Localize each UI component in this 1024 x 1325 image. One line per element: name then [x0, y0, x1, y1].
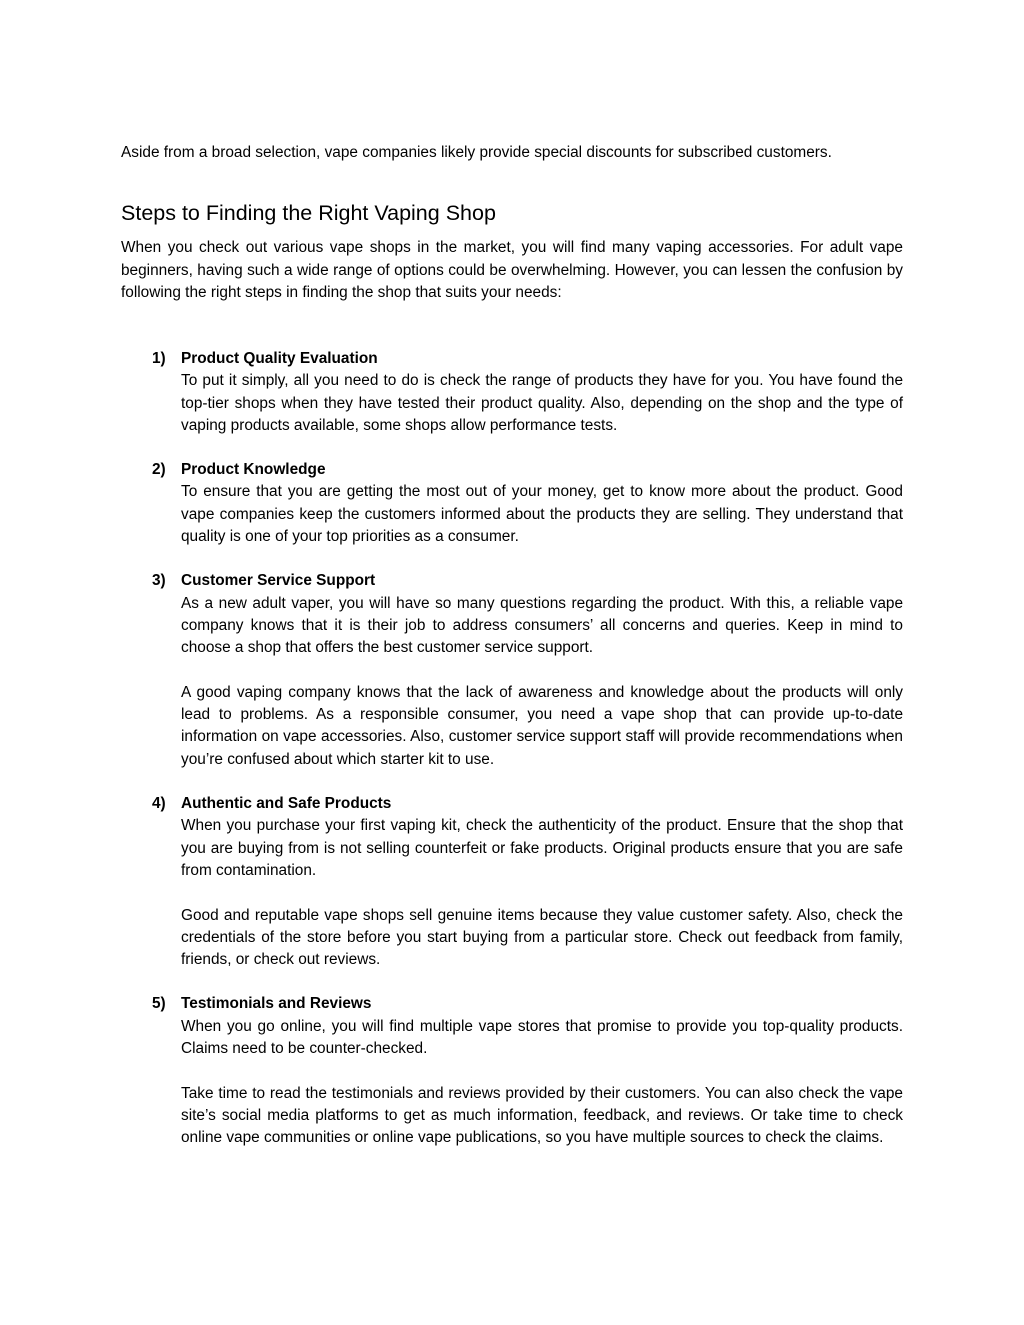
step-item	[121, 459, 903, 548]
section-heading: Steps to Finding the Right Vaping Shop	[121, 201, 496, 225]
step-title: Customer Service Support	[181, 572, 376, 590]
step-paragraph: Take time to read the testimonials and reviews provided by their customers. You can also check the vape site’s social media platforms to get as much information, feedback, and reviews. Or take time to check online vape communities or online vape publications, so you have multiple sources to check the claims.	[181, 1084, 903, 1147]
step-title: Product Knowledge	[181, 461, 326, 479]
step-item	[121, 993, 903, 1149]
step-title: Testimonials and Reviews	[181, 995, 372, 1013]
steps-list	[121, 348, 903, 1172]
step-title: Authentic and Safe Products	[181, 795, 392, 813]
step-item	[121, 793, 903, 971]
step-number: 1)	[152, 350, 166, 367]
step-paragraph: A good vaping company knows that the lack of awareness and knowledge about the products will only lead to problems. As a responsible consumer, you need a vape shop that can provide up-to-date information on vape accessories. Also, customer service support staff will provide recommendations when you’re confused about which starter kit to use.	[181, 683, 903, 768]
step-paragraph: Good and reputable vape shops sell genuine items because they value customer safety. Also, check the credentials of the store before you start buying from a particular store. Check out feedback from family, friends, or check out reviews.	[181, 906, 903, 969]
step-title: Product Quality Evaluation	[181, 350, 378, 367]
step-item	[121, 348, 903, 437]
document-page	[121, 142, 903, 1147]
lead-paragraph: When you check out various vape shops in the market, you will find many vaping accessories. For adult vape beginners, having such a wide range of options could be overwhelming. However, you can lessen the confusion by following the right steps in finding the shop that suits your needs:	[121, 239, 903, 302]
step-item	[121, 570, 903, 771]
step-number: 4)	[152, 795, 166, 813]
step-paragraph: When you purchase your first vaping kit, check the authenticity of the product. Ensure that the shop that you are buying from is not selling counterfeit or fake products. Original products ensure that you are safe from contamination.	[181, 817, 903, 879]
step-paragraph: When you go online, you will find multiple vape stores that promise to provide you top-quality products. Claims need to be counter-checked.	[181, 1017, 903, 1058]
step-number: 2)	[152, 461, 166, 479]
step-paragraph: To ensure that you are getting the most out of your money, get to know more about the product. Good vape companies keep the customers informed about the products they are selling. They understand that quality is one of your top priorities as a consumer.	[181, 483, 903, 546]
step-number: 3)	[152, 572, 166, 590]
step-number: 5)	[152, 995, 166, 1013]
intro-paragraph: Aside from a broad selection, vape companies likely provide special discounts for subscribed customers.	[121, 144, 832, 161]
step-paragraph: To put it simply, all you need to do is check the range of products they have for you. You have found the top-tier shops when they have tested their product quality. Also, depending on the shop and the type of vaping products available, some shops allow performance tests.	[181, 372, 903, 434]
step-paragraph: As a new adult vaper, you will have so many questions regarding the product. With this, a reliable vape company knows that it is their job to address consumers’ all concerns and queries. Keep in mind to choose a shop that offers the best customer service support.	[181, 594, 903, 657]
